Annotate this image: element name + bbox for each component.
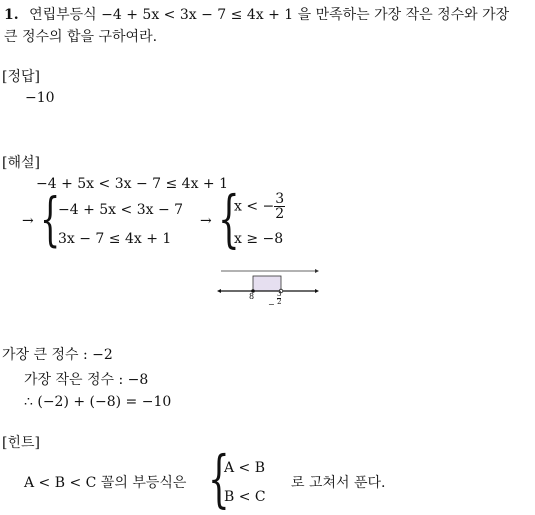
solution-heading: [해설] bbox=[2, 155, 40, 171]
question-line-1 bbox=[4, 4, 509, 24]
system2-second: x ≥ −8 bbox=[234, 231, 284, 247]
system2-first-prefix: x < − bbox=[234, 198, 275, 215]
numberline-label-right-den: 2 bbox=[277, 298, 282, 306]
system1-first: −4 + 5x < 3x − 7 bbox=[58, 202, 184, 218]
hint-brace: { bbox=[208, 442, 230, 515]
hint-heading: [힌트] bbox=[2, 435, 40, 451]
answer-value: −10 bbox=[25, 90, 55, 106]
hint-suffix: 로 고쳐서 푼다. bbox=[291, 475, 386, 491]
question-line-2: 큰 정수의 합을 구하여라. bbox=[4, 29, 158, 45]
system1-second: 3x − 7 ≤ 4x + 1 bbox=[58, 231, 172, 247]
fraction-three-halves bbox=[274, 192, 285, 221]
numberline-label-right-num: 3 bbox=[277, 290, 282, 298]
hint-system-second: B < C bbox=[224, 489, 266, 505]
answer-heading: [정답] bbox=[2, 69, 40, 85]
shaded-region bbox=[253, 276, 281, 291]
question-number: 1. bbox=[4, 7, 19, 23]
axis-left-arrow bbox=[217, 289, 221, 293]
system2-first bbox=[234, 192, 285, 221]
system-brace-1: { bbox=[40, 185, 61, 253]
number-line-diagram bbox=[215, 262, 325, 322]
arrow-1: → bbox=[22, 213, 34, 229]
smallest-integer: 가장 작은 정수 : −8 bbox=[24, 372, 149, 388]
hint-prefix: A < B < C 꼴의 부등식은 bbox=[24, 475, 187, 491]
largest-integer: 가장 큰 정수 : −2 bbox=[2, 347, 113, 363]
axis-right-arrow bbox=[315, 289, 319, 293]
numberline-label-right-sign: − bbox=[268, 300, 275, 309]
arrow-2: → bbox=[200, 213, 212, 229]
solution-inequality: −4 + 5x < 3x − 7 ≤ 4x + 1 bbox=[36, 176, 229, 192]
question-text-1: 연립부등식 −4 + 5x < 3x − 7 ≤ 4x + 1 을 만족하는 가장 작은 정수와 가장 bbox=[29, 7, 510, 23]
system-brace-2: { bbox=[218, 182, 240, 255]
numberline-label-right bbox=[277, 291, 281, 306]
upper-ray-arrowhead bbox=[315, 269, 319, 273]
therefore-sum: ∴ (−2) + (−8) = −10 bbox=[24, 394, 172, 410]
numberline-label-left: 8 bbox=[249, 292, 255, 301]
hint-system-first: A < B bbox=[224, 460, 266, 476]
fraction-denominator: 2 bbox=[275, 206, 285, 222]
fraction-numerator: 3 bbox=[275, 191, 285, 207]
